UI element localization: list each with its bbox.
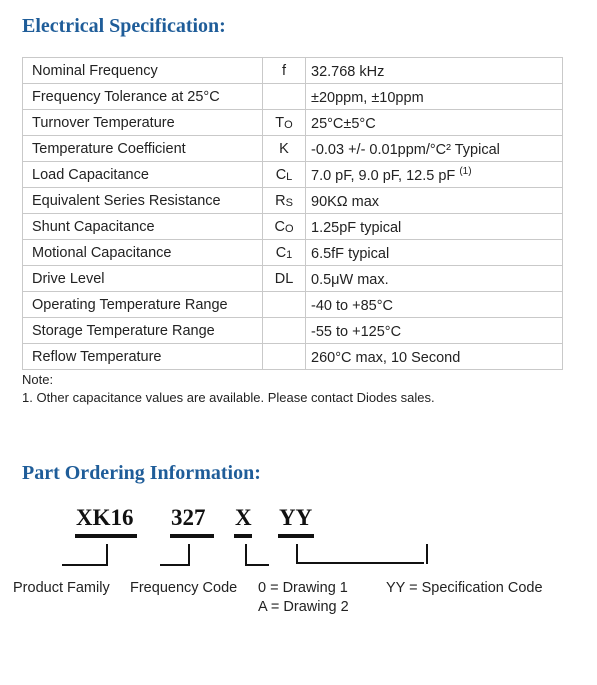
spec-row [23,188,563,214]
code-frequency: 327 [171,505,206,530]
spec-value: -40 to +85°C [306,292,563,318]
bracket-spec-code [296,544,428,564]
spec-parameter: Operating Temperature Range [23,292,263,318]
code-drawing: X [235,505,252,530]
bracket-frequency-code [160,544,190,566]
spec-symbol: CL [263,162,306,188]
spec-value: 1.25pF typical [306,214,563,240]
spec-symbol: f [263,58,306,84]
code-specification: YY [279,505,313,530]
spec-value: 6.5fF typical [306,240,563,266]
spec-row [23,58,563,84]
spec-value: 7.0 pF, 9.0 pF, 12.5 pF $^{(1)}$ [306,162,563,188]
spec-value: ±20ppm, ±10ppm [306,84,563,110]
spec-row [23,214,563,240]
bracket-product-family [62,544,108,566]
drawing-code-bar [234,534,252,538]
spec-parameter: Drive Level [23,266,263,292]
spec-value: 260°C max, 10 Second [306,344,563,370]
spec-row [23,266,563,292]
electrical-spec-title: Electrical Specification: [22,15,226,37]
code-product-family: XK16 [76,505,134,530]
label-product-family: Product Family [13,580,110,596]
spec-parameter: Load Capacitance [23,162,263,188]
spec-row [23,136,563,162]
frequency-code-bar [170,534,214,538]
spec-value: -0.03 +/- 0.01ppm/°C² Typical [306,136,563,162]
spec-parameter: Temperature Coefficient [23,136,263,162]
spec-row [23,162,563,188]
bracket-drawing [245,544,269,566]
spec-symbol: C1 [263,240,306,266]
spec-value: 0.5μW max. [306,266,563,292]
spec-parameter: Equivalent Series Resistance [23,188,263,214]
spec-parameter: Nominal Frequency [23,58,263,84]
spec-row [23,240,563,266]
note-title: Note: [22,372,54,387]
spec-row [23,110,563,136]
label-frequency-code: Frequency Code [130,580,238,596]
spec-value: -55 to +125°C [306,318,563,344]
spec-table [22,57,563,370]
spec-parameter: Frequency Tolerance at 25°C [23,84,263,110]
product-family-bar [75,534,137,538]
spec-symbol [263,344,306,370]
spec-symbol: CO [263,214,306,240]
spec-parameter: Motional Capacitance [23,240,263,266]
spec-row [23,84,563,110]
note-item: 1. Other capacitance values are available. Please contact Diodes sales. [22,390,435,405]
spec-symbol: RS [263,188,306,214]
spec-parameter: Reflow Temperature [23,344,263,370]
label-drawing-a: A = Drawing 2 [258,599,349,615]
spec-parameter: Turnover Temperature [23,110,263,136]
spec-code-bar [278,534,314,538]
spec-symbol: K [263,136,306,162]
spec-value: 32.768 kHz [306,58,563,84]
label-drawing-0: 0 = Drawing 1 [258,580,348,596]
spec-parameter: Shunt Capacitance [23,214,263,240]
spec-row [23,344,563,370]
spec-symbol: DL [263,266,306,292]
spec-symbol [263,318,306,344]
spec-value: 25°C±5°C [306,110,563,136]
part-ordering-title: Part Ordering Information: [22,462,261,484]
spec-symbol [263,84,306,110]
spec-row [23,292,563,318]
spec-value: 90KΩ max [306,188,563,214]
spec-symbol [263,292,306,318]
label-spec-code: YY = Specification Code [386,580,543,596]
spec-row [23,318,563,344]
spec-parameter: Storage Temperature Range [23,318,263,344]
bracket-spec-code-top [296,562,424,564]
spec-symbol: TO [263,110,306,136]
